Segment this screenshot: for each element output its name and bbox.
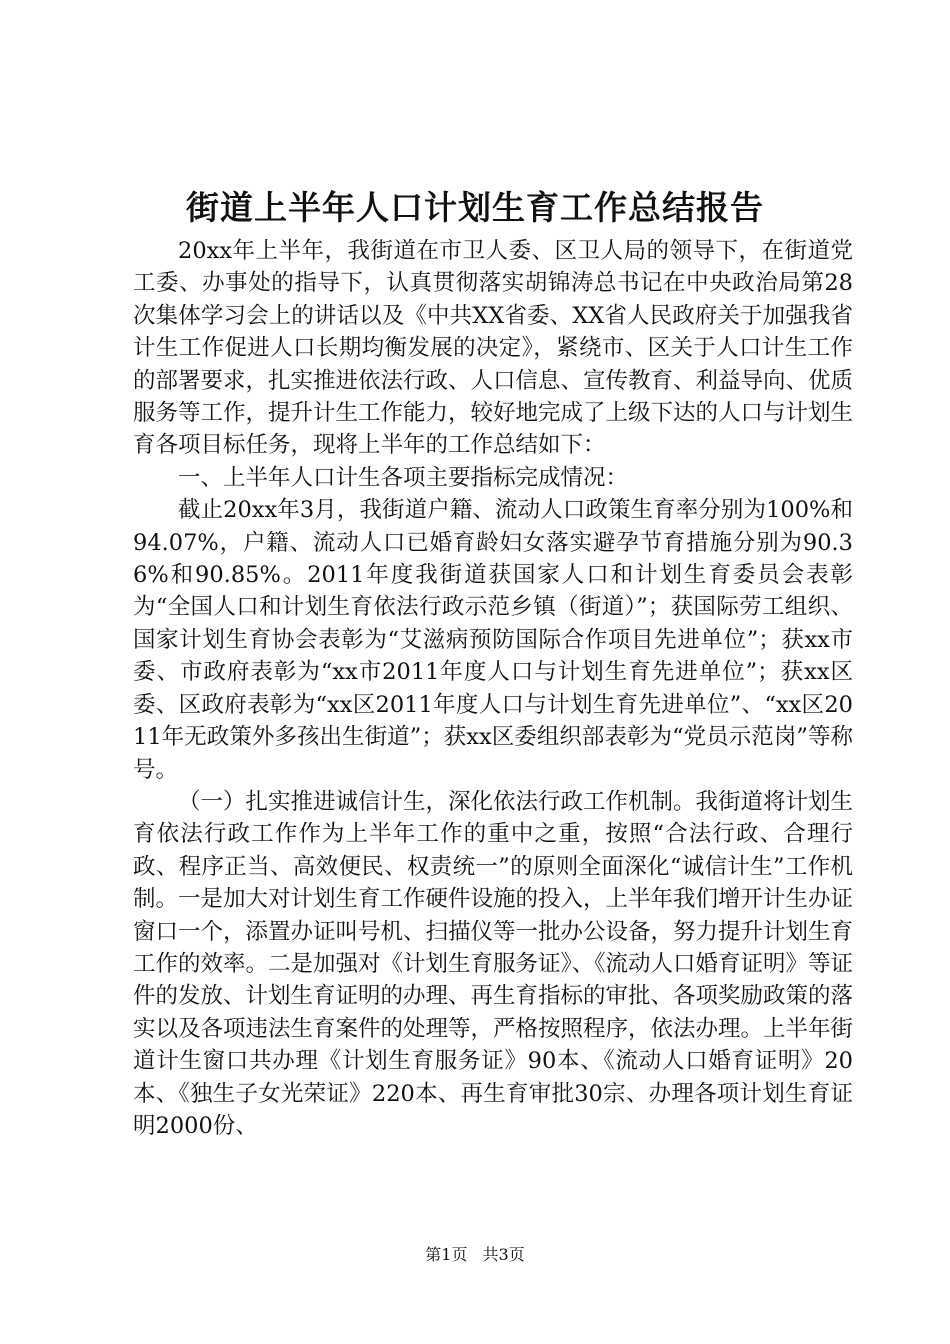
indicators-paragraph: 截止20xx年3月，我街道户籍、流动人口政策生育率分别为100%和94.07%，户籍、流动人口已婚育龄妇女落实避孕节育措施分别为90.36%和90.85%。2011年度我街道获国家人口和计划生育委员会表彰为“全国人口和计划生育依法行政示范乡镇（街道）”；获国际劳工组织、国家计划生育协会表彰为“艾滋病预防国际合作项目先进单位”；获xx市委、市政府表彰为“xx市2011年度人口与计划生育先进单位”；获xx区委、区政府表彰为“xx区2011年度人口与计划生育先进单位”、“xx区2011年无政策外多孩出生街道”；获xx区委组织部表彰为“党员示范岗”等称号。 <box>133 497 853 783</box>
intro-paragraph: 20xx年上半年，我街道在市卫人委、区卫人局的领导下，在街道党工委、办事处的指导下，认真贯彻落实胡锦涛总书记在中央政治局第28次集体学习会上的讲话以及《中共XX省委、XX省人民政府关于加强我省计生工作促进人口长期均衡发展的决定》，紧绕市、区关于人口计生工作的部署要求，扎实推进依法行政、人口信息、宣传教育、利益导向、优质服务等工作，提升计生工作能力，较好地完成了上级下达的人口与计划生育各项目标任务，现将上半年的工作总结如下： <box>133 238 854 459</box>
page-footer <box>0 1244 950 1266</box>
document-title: 街道上半年人口计划生育工作总结报告 <box>186 188 764 227</box>
page-total: 共3页 <box>482 1245 525 1264</box>
document-body <box>133 235 853 1142</box>
section-heading: 一、上半年人口计生各项主要指标完成情况： <box>178 464 629 491</box>
page-number: 第1页 <box>425 1245 468 1264</box>
subsection-paragraph: （一）扎实推进诚信计生，深化依法行政工作机制。我街道将计划生育依法行政工作作为上半年工作的重中之重，按照“合法行政、合理行政、程序正当、高效便民、权责统一”的原则全面深化“诚信计生”工作机制。一是加大对计划生育工作硬件设施的投入，上半年我们增开计生办证窗口一个，添置办证叫号机、扫描仪等一批办公设备，努力提升计划生育工作的效率。二是加强对《计划生育服务证》、《流动人口婚育证明》等证件的发放、计划生育证明的办理、再生育指标的审批、各项奖励政策的落实以及各项违法生育案件的处理等，严格按照程序，依法办理。上半年街道计生窗口共办理《计划生育服务证》90本、《流动人口婚育证明》20本、《独生子女光荣证》220本、再生育审批30宗、办理各项计划生育证明2000份、 <box>133 788 854 1139</box>
